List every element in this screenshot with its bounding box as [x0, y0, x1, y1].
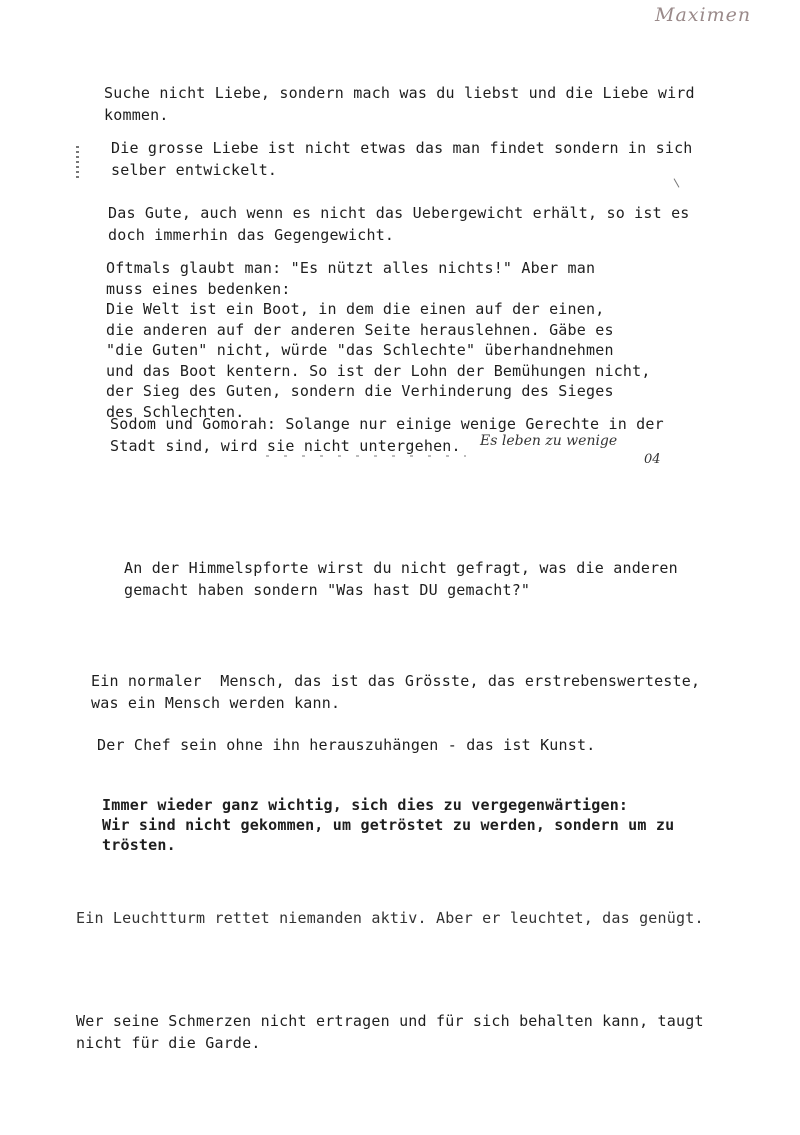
maxim-paragraph-11: Wer seine Schmerzen nicht ertragen und für sich behalten kann, taugt nicht für die Garde. [76, 1012, 704, 1052]
handwritten-header-note: Maximen [655, 4, 752, 26]
maxim-paragraph-6: An der Himmelspforte wirst du nicht gefragt, was die anderen gemacht haben sondern "Was hast DU gemacht?" [124, 559, 678, 599]
maxim-paragraph-1: Suche nicht Liebe, sondern mach was du liebst und die Liebe wird kommen. [104, 84, 695, 124]
margin-mark [76, 146, 79, 180]
faint-strikethrough-line [266, 455, 466, 457]
maxim-paragraph-9-bold: Immer wieder ganz wichtig, sich dies zu vergegenwärtigen: Wir sind nicht gekommen, um getröstet zu werden, sondern um zu trösten. [102, 796, 675, 854]
handwritten-number: 04 [644, 452, 661, 467]
handwritten-annotation: Es leben zu wenige [480, 433, 618, 449]
maxim-paragraph-5: Sodom und Gomorah: Solange nur einige wenige Gerechte in der Stadt sind, wird sie nicht untergehen. [110, 415, 664, 455]
maxim-paragraph-4: Oftmals glaubt man: "Es nützt alles nichts!" Aber man muss eines bedenken: Die Welt ist ein Boot, in dem die einen auf der einen, die anderen auf der anderen Seite herauslehnen. Gäbe es "die Guten" nicht, würde "das Schlechte" überhandnehmen und das Boot kentern. So ist der Lohn der Bemühungen nicht, der Sieg des Guten, sondern die Verhinderung des Sieges des Schlechten. [106, 259, 651, 421]
maxim-paragraph-2: Die grosse Liebe ist nicht etwas das man findet sondern in sich selber entwickelt. [111, 139, 693, 179]
maxim-paragraph-8: Der Chef sein ohne ihn herauszuhängen - das ist Kunst. [97, 736, 596, 754]
maxim-paragraph-10: Ein Leuchtturm rettet niemanden aktiv. Aber er leuchtet, das genügt. [76, 909, 704, 927]
maxim-paragraph-3: Das Gute, auch wenn es nicht das Uebergewicht erhält, so ist es doch immerhin das Gegengewicht. [108, 204, 690, 244]
maxim-paragraph-7: Ein normaler Mensch, das ist das Grösste, das erstrebenswerteste, was ein Mensch werden kann. [91, 672, 701, 712]
